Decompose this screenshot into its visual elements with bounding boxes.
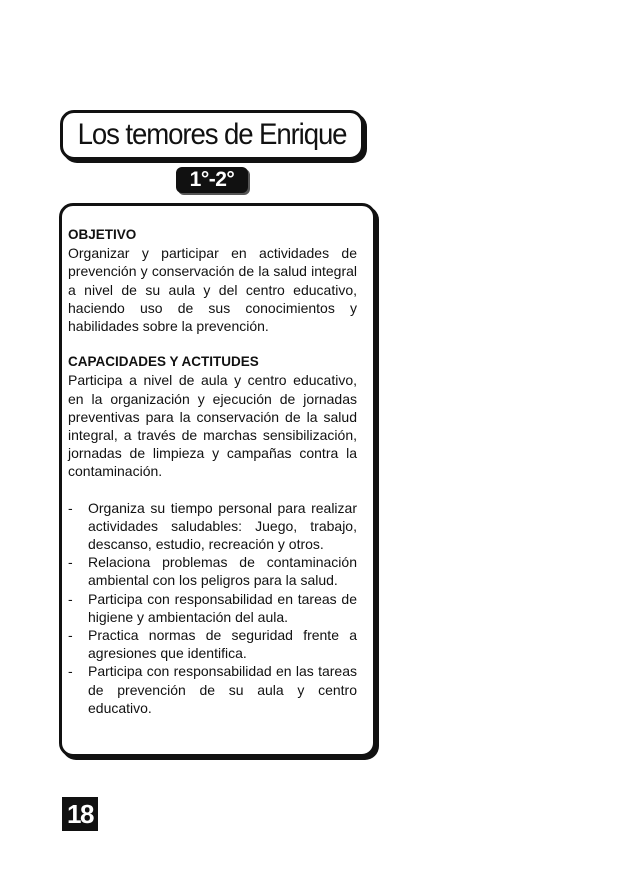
section-spacer: [68, 481, 357, 499]
capacidades-heading: CAPACIDADES Y ACTITUDES: [68, 354, 259, 370]
content-inner: [68, 226, 357, 717]
bullet-dash: -: [68, 663, 73, 680]
content-box: [59, 203, 376, 757]
list-item-text: Practica normas de seguridad frente a agresiones que identifica.: [88, 627, 357, 662]
grade-label: 1°-2°: [189, 168, 235, 191]
section-spacer: [68, 335, 357, 353]
page-title: Los temores de Enrique: [77, 118, 347, 151]
list-item-text: Relaciona problemas de contaminación ambiental con los peligros para la salud.: [88, 554, 357, 589]
bullet-dash: -: [68, 590, 73, 607]
bullet-dash: -: [68, 554, 73, 571]
page-number-box: [62, 797, 98, 831]
capacidades-text: Participa a nivel de aula y centro educativo, en la organización y ejecución de jornadas preventivas para la conservación de la salud integral, a través de marchas sensibilización, jornadas de limpieza y campañas contra la contaminación.: [68, 372, 357, 480]
objetivo-text: Organizar y participar en actividades de prevención y conservación de la salud integral a nivel de su aula y del centro educativo, haciendo uso de sus conocimientos y habilidades sobre la prevención.: [68, 245, 357, 335]
grade-badge: [176, 167, 248, 193]
list-item: [68, 590, 357, 626]
list-item: [68, 626, 357, 662]
list-item: [68, 553, 357, 589]
list-item-text: Participa con responsabilidad en tareas de higiene y ambientación del aula.: [88, 590, 357, 625]
objetivo-heading: OBJETIVO: [68, 227, 137, 242]
list-item-text: Participa con responsabilidad en las tareas de prevención de su aula y centro educativo.: [88, 663, 357, 716]
list-item: [68, 662, 357, 717]
bullet-dash: -: [68, 499, 73, 516]
list-item-text: Organiza su tiempo personal para realizar actividades saludables: Juego, trabajo, descanso, estudio, recreación y otros.: [88, 499, 357, 553]
title-box: [60, 110, 364, 160]
capacidades-list: [68, 499, 357, 717]
bullet-dash: -: [68, 627, 73, 644]
list-item: [68, 499, 357, 554]
page-number: 18: [67, 798, 93, 829]
